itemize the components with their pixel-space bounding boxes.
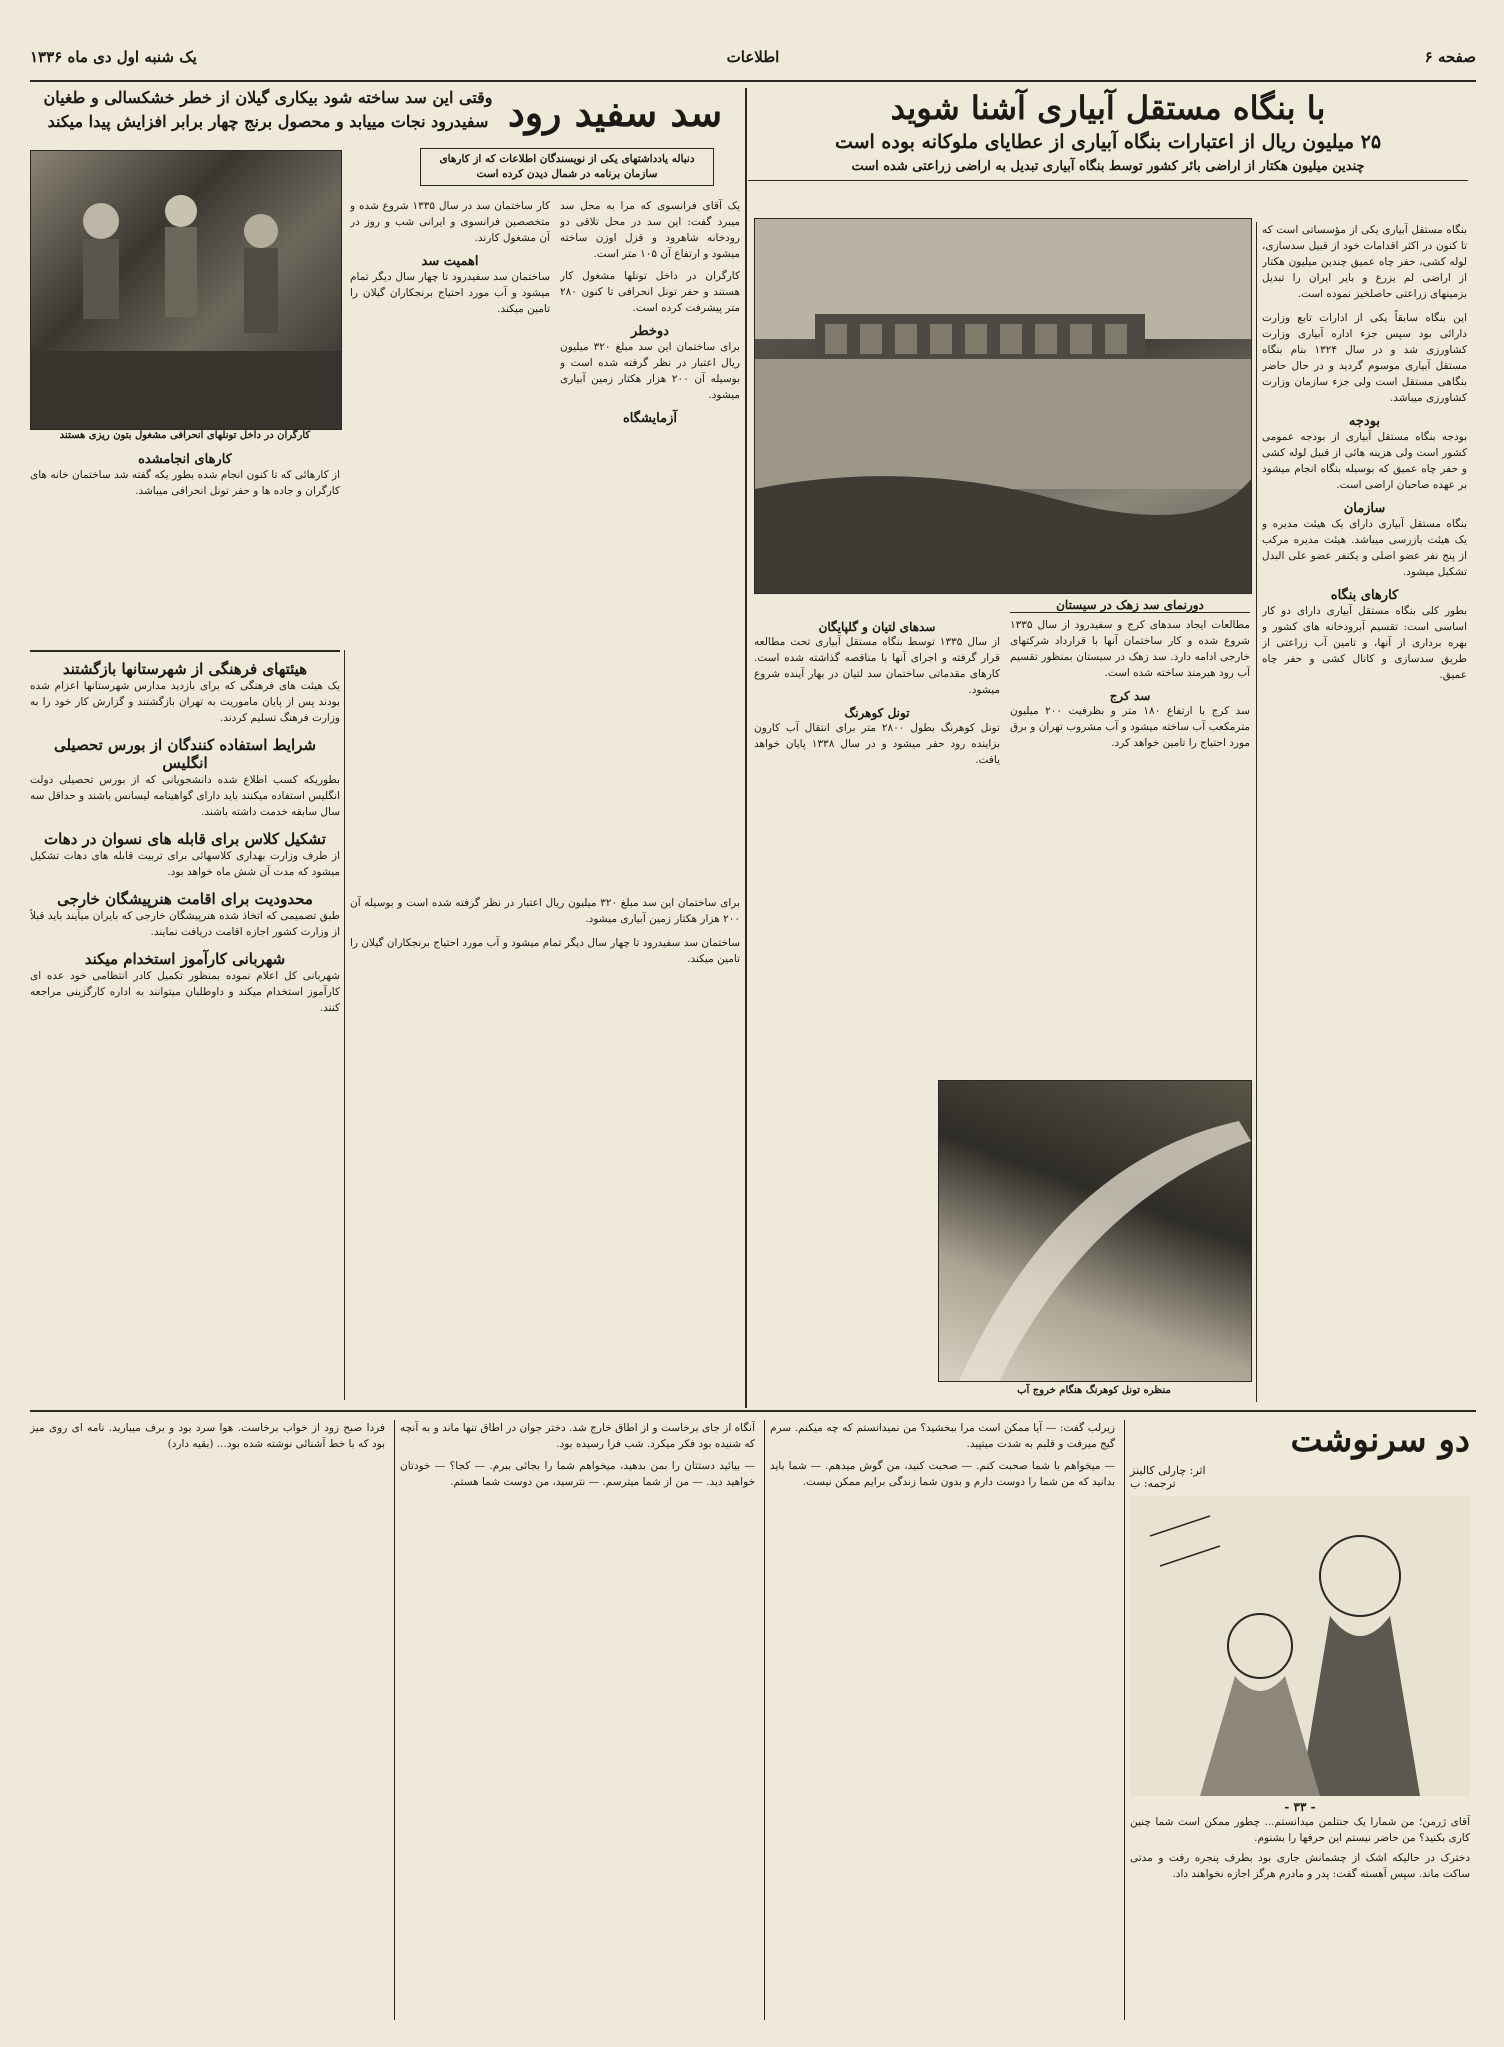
serial-title-block (1130, 1420, 1470, 2020)
issue-date: یک شنبه اول دی ماه ۱۳۳۶ (30, 48, 197, 66)
serial-episode: - ۳۳ - (1284, 1800, 1316, 1814)
brief-text: شهربانی کل اعلام نموده بمنظور تکمیل کادر انتظامی خود عده ای کارآموز استخدام میکند و داوطلبان میتوانند به اداره کارگزینی مراجعه کنند. (30, 970, 340, 1014)
tunnel-subheading: تونل کوهرنگ (844, 706, 910, 720)
paper-name: اطلاعات (726, 48, 780, 66)
irrigation-column-mid-right (1010, 598, 1250, 1098)
sefidrud-dangers-heading: دوخطر (631, 324, 669, 339)
sefidrud-lab-heading: آزمایشگاه (623, 411, 677, 426)
serial-translator: ترجمه: ب (1130, 1477, 1176, 1490)
serial-col-4 (30, 1420, 385, 2020)
sefidrud-title: سد سفید رود (507, 90, 723, 135)
serial-para-5: آنگاه از جای برخاست و از اطاق خارج شد. دختر جوان در اطاق تنها ماند و به آنچه که شنیده بود فکر میکرد. شب فرا رسیده بود. (400, 1422, 755, 1450)
sefidrud-body-4: کارگران در داخل تونلها مشغول کار هستند و حفر تونل انحرافی تا کنون ۲۸۰ متر پیشرفت کرده است. (560, 270, 740, 314)
couple-illustration (1130, 1496, 1470, 1796)
irrigation-headline: با بنگاه مستقل آبیاری آشنا شوید (890, 89, 1326, 127)
irrigation-body-8: سد کرج با ارتفاع ۱۸۰ متر و بظرفیت ۲۰۰ میلیون مترمکعب آب ساخته میشود و آب مشروب تهران و برق مورد احتیاج را تامین خواهد کرد. (1010, 705, 1250, 749)
irrigation-body-5: بطور کلی بنگاه مستقل آبیاری دارای دو کار اساسی است: تقسیم آبرودخانه های کشور و بهره برداری از آنها، و تامین آب زراعتی از طریق سدسازی و کانال کشی و حفر چاه عمیق. (1262, 605, 1467, 681)
sefidrud-continuation: ساختمان سد سفیدرود تا چهار سال دیگر تمام میشود و آب مورد احتیاج برنجکاران گیلان را تامین میکند. (350, 937, 740, 965)
dam-illustration (755, 219, 1251, 593)
brief-title: شهربانی کارآموز استخدام میکند (84, 950, 286, 968)
brief-item (30, 830, 340, 880)
sefidrud-column-under-photo (30, 452, 340, 652)
brief-item (30, 950, 340, 1016)
karaj-subheading: سد کرج (1109, 689, 1151, 703)
brief-text: طبق تصمیمی که اتخاذ شده هنرپیشگان خارجی که بایران میآیند باید قبلاً از وزارت کشور اجازه اقامت دریافت نمایند. (30, 910, 340, 938)
brief-title: هیئتهای فرهنگی از شهرستانها بازگشتند (62, 660, 308, 678)
irrigation-body-1: بنگاه مستقل آبیاری یکی از مؤسساتی است که تا کنون در اکثر اقدامات خود از قبیل سدسازی، لوله کشی، حفر چاه عمیق چندین میلیون هکتار از اراضی لم یزرع و بایر ایران را تبدیل بزمینهای زراعتی حاصلخیز نموده است. (1262, 224, 1467, 300)
irrigation-body-4: بنگاه مستقل آبیاری دارای یک هیئت مدیره و یک هیئت بازرسی میباشد. هیئت مدیره مرکب از پنج نفر عضو اصلی و یکنفر عضو علی البدل تشکیل میشود. (1262, 518, 1467, 578)
serial-para-7: فردا صبح زود از خواب برخاست. هوا سرد بود و برف میبارید. نامه ای روی میز بود که با خط آشنائی نوشته شده بود... (بقیه دارد) (30, 1422, 385, 1450)
sefidrud-tasks-heading: کارهای انجامشده (138, 452, 232, 467)
irrigation-column-right (1262, 222, 1467, 1402)
briefs-column (30, 660, 340, 1400)
sefidrud-body-1: یک آقای فرانسوی که مرا به محل سد میبرد گفت: این سد در محل تلاقی دو رودخانه شاهرود و قزل اوزن ساخته میشود و ارتفاع آن ۱۰۵ متر است. (560, 200, 740, 260)
masthead-rule (30, 80, 1476, 82)
section-budget-heading: بودجه (1348, 414, 1381, 429)
serial-para-3: زیرلب گفت: — آیا ممکن است مرا ببخشید؟ من نمیدانستم که چه میکنم. سرم گیج میرفت و قلبم به شدت میتپید. (770, 1422, 1115, 1450)
brief-text: بطوریکه کسب اطلاع شده دانشجویانی که از بورس تحصیلی دولت انگلیس استفاده میکنند باید دارای گواهینامه لیسانس باشند و حداقل سه سال سابقه خدمت داشته باشند. (30, 774, 340, 818)
irrigation-body-3: بودجه بنگاه مستقل آبیاری از بودجه عمومی کشور است ولی هزینه هائی از قبیل لوله کشی و حفر چاه عمیق که بوسیله بنگاه انجام میشود بر عهده صاحبان اراضی است. (1262, 431, 1467, 491)
sefidrud-importance-heading: اهمیت سد (421, 254, 479, 269)
brief-title: تشکیل کلاس برای قابله های نسوان در دهات (44, 830, 326, 848)
section-works-heading: کارهای بنگاه (1330, 588, 1399, 603)
brief-title: شرایط استفاده کنندگان از بورس تحصیلی انگلیس (53, 736, 317, 772)
brief-text: از طرف وزارت بهداری کلاسهائی برای تربیت قابله های دهات تشکیل میشود که مدت آن شش ماه خواهد بود. (30, 850, 340, 878)
brief-item (30, 890, 340, 940)
serial-title: دو سرنوشت (1290, 1420, 1470, 1460)
workers-photo-caption: کارگران در داخل تونلهای انحرافی مشغول بتون ریزی هستند (59, 430, 311, 441)
sefidrud-body-2: کار ساختمان سد در سال ۱۳۳۵ شروع شده و متخصصین فرانسوی و ایرانی شب و روز در آن مشغول کارند. (350, 200, 550, 244)
sefidrud-body-5: از کارهائی که تا کنون انجام شده بطور یکه گفته شد ساختمان خانه های کارگران و جاده ها و حفر تونل انحرافی میباشد. (30, 469, 340, 497)
irrigation-column-mid-left (754, 598, 1000, 1098)
sistan-subheading: دورنمای سد زهک در سیستان (1010, 598, 1250, 613)
sefidrud-column-right (560, 198, 740, 888)
irrigation-subheadline: ۲۵ میلیون ریال از اعتبارات بنگاه آبیاری از عطایای ملوکانه بوده است (834, 131, 1382, 153)
tunnel-photo (938, 1080, 1252, 1382)
masthead (30, 42, 1476, 76)
irrigation-deck: چندین میلیون هکتار از اراضی بائر کشور توسط بنگاه آبیاری تبدیل به اراضی زراعتی شده است (748, 156, 1468, 181)
serial-para-1: آقای ژرمن؛ من شمارا یک جنتلمن میدانستم... چطور ممکن است شما چنین کاری بکنید؟ من حاضر نیستم این حرفها را بشنوم. (1130, 1816, 1470, 1844)
tunnel-illustration (939, 1081, 1251, 1381)
irrigation-body-6: مطالعات ایجاد سدهای کرج و سفیدرود از سال ۱۳۳۵ شروع شده و کار ساختمان آنها با قرارداد شرکتهای خارجی ادامه دارد. سد زهک در سیستان بمنظور تقسیم آب رود هیرمند ساخته شده است. (1010, 619, 1250, 679)
irrigation-body-2: این بنگاه سابقاً یکی از ادارات تابع وزارت دارائی بود سپس جزء اداره آبیاری وزارت کشاورزی شد و در سال ۱۳۲۴ بنام بنگاه مستقل آبیاری موسوم گردید و در حال حاضر بنگاهی مستقل است ولی جزء سازمان وزارت کشاورزی میباشد. (1262, 312, 1467, 404)
serial-top-rule (30, 1410, 1476, 1412)
serial-para-2: دخترک در حالیکه اشک از چشمانش جاری بود بطرف پنجره رفت و مدتی ساکت ماند. سپس آهسته گفت: پدر و مادرم هرگز اجازه نخواهند داد. (1130, 1852, 1470, 1880)
workers-illustration (31, 151, 341, 429)
serial-author: اثر: چارلی کالینز (1130, 1464, 1206, 1477)
brief-text: یک هیئت های فرهنگی که برای بازدید مدارس شهرستانها اعزام شده بودند پس از پایان ماموریت به تهران بازگشتند و گزارش کار خود را به وزارت فرهنگ تسلیم کردند. (30, 680, 340, 724)
tunnel-photo-caption: منظره تونل کوهرنگ هنگام خروج آب (1017, 1385, 1171, 1396)
section-org-heading: سازمان (1343, 501, 1386, 516)
dam-photo (754, 218, 1252, 594)
sefidrud-body-6: برای ساختمان این سد مبلغ ۳۲۰ میلیون ریال اعتبار در نظر گرفته شده است و بوسیله آن ۲۰۰ هزار هکتار زمین آبیاری میشود. (560, 341, 740, 401)
irrigation-body-9: تونل کوهرنگ بطول ۲۸۰۰ متر برای انتقال آب کارون بزاینده رود حفر میشود و در سال ۱۳۳۸ پایان خواهد یافت. (754, 722, 1000, 766)
sefidrud-column-left (350, 198, 550, 888)
brief-item (30, 660, 340, 726)
serial-para-6: — بیائید دستتان را بمن بدهید، میخواهم شما را بجائی ببرم. — کجا؟ — خودتان خواهید دید. — من از شما میترسم. — نترسید، من دوست شما هستم. (400, 1460, 755, 1488)
sefidrud-note: دنباله یادداشتهای یکی از نویسندگان اطلاعات که از کارهای سازمان برنامه در شمال دیدن کرده است (420, 148, 714, 186)
serial-col-2 (770, 1420, 1115, 2020)
sefidrud-body-3: ساختمان سد سفیدرود تا چهار سال دیگر تمام میشود و آب مورد احتیاج برنجکاران گیلان را تامین میکند. (350, 271, 550, 315)
irrigation-body-7: از سال ۱۳۳۵ توسط بنگاه مستقل آبیاری تحت مطالعه قرار گرفته و اجرای آنها با مناقصه گذاشته شده است. کارهای مقدماتی ساختمان سد لتیان در بهار آینده شروع میشود. (754, 636, 1000, 696)
brief-title: محدودیت برای اقامت هنرپیشگان خارجی (57, 890, 313, 908)
workers-photo (30, 150, 342, 430)
brief-item (30, 736, 340, 820)
dams-subheading: سدهای لتیان و گلپایگان (818, 620, 936, 634)
serial-para-4: — میخواهم با شما صحبت کنم. — صحبت کنید، من گوش میدهم. — شما باید بدانید که من شما را دوست دارم و بدون شما زندگی برایم ممکن نیست. (770, 1460, 1115, 1488)
serial-col-3 (400, 1420, 755, 2020)
page-number: صفحه ۶ (1424, 48, 1476, 66)
sefidrud-continuation: برای ساختمان این سد مبلغ ۳۲۰ میلیون ریال اعتبار در نظر گرفته شده است و بوسیله آن ۲۰۰ هزار هکتار زمین آبیاری میشود. (350, 897, 740, 925)
sefidrud-headline: وقتی این سد ساخته شود بیکاری گیلان از خطر خشکسالی و طغیان سفیدرود نجات مییابد و محصول برنج چهار برابر افزایش پیدا میکند (43, 88, 493, 131)
